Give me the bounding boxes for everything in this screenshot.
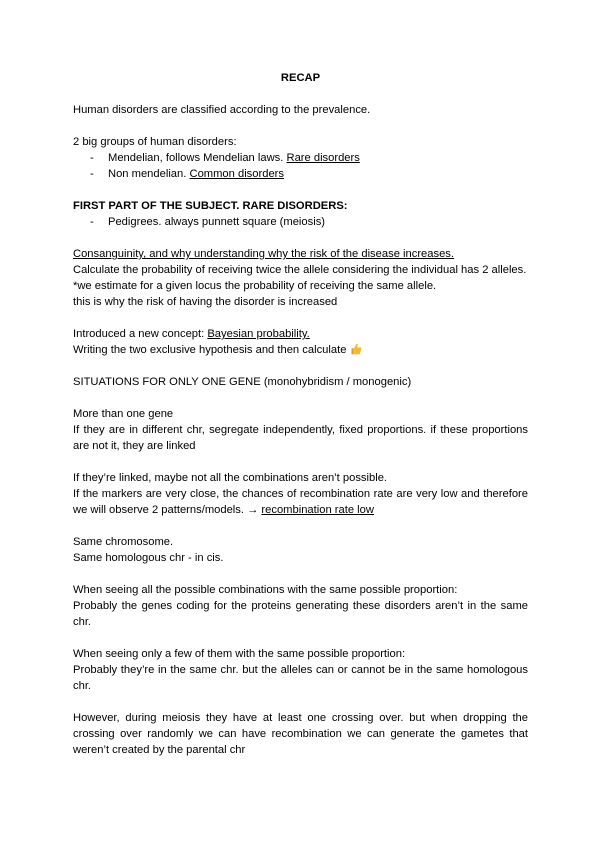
consanguinity-text: Calculate the probability of receiving twice the allele considering the individual has 2 alleles. bbox=[73, 264, 527, 276]
linked-heading: If they’re linked, maybe not all the combinations aren’t possible. bbox=[73, 472, 388, 484]
consanguinity-conclusion: this is why the risk of having the disorder is increased bbox=[73, 296, 338, 308]
more-than-one-text: If they are in different chr, segregate independently, fixed proportions. if these proportions are not it, they are linked bbox=[73, 424, 528, 452]
few-combos-text: Probably they’re in the same chr. but the alleles can or cannot be in the same homologous chr. bbox=[73, 664, 528, 692]
same-chr-line: Same chromosome. bbox=[73, 536, 174, 548]
all-combos-heading: When seeing all the possible combinations with the same possible proportion: bbox=[73, 584, 458, 596]
section-heading: FIRST PART OF THE SUBJECT. RARE DISORDERS: bbox=[73, 200, 348, 212]
rare-disorders-link: Rare disorders bbox=[286, 152, 360, 164]
linked-text: If the markers are very close, the chances of recombination rate are very low and therefore we will observe 2 patterns/models. → recombination rate low bbox=[73, 488, 528, 516]
groups-heading: 2 big groups of human disorders: bbox=[73, 136, 237, 148]
thumbs-up-icon bbox=[350, 343, 362, 355]
list-item: - Non mendelian. Common disorders bbox=[90, 168, 284, 180]
all-combos-text: Probably the genes coding for the proteins generating these disorders aren’t in the same chr. bbox=[73, 600, 528, 628]
recombination-link: recombination rate low bbox=[261, 504, 374, 516]
first-part-list bbox=[73, 214, 528, 230]
bayes-text: Writing the two exclusive hypothesis and then calculate bbox=[73, 342, 528, 358]
same-homologous-line: Same homologous chr - in cis. bbox=[73, 552, 224, 564]
document-page bbox=[73, 70, 528, 758]
more-than-one-heading: More than one gene bbox=[73, 408, 174, 420]
list-item: - Mendelian, follows Mendelian laws. Rare disorders bbox=[90, 152, 360, 164]
page-title: RECAP bbox=[280, 72, 321, 84]
list-item: - Pedigrees. always punnett square (meiosis) bbox=[90, 216, 326, 228]
bayesian-link: Bayesian probability. bbox=[207, 328, 310, 340]
situations-heading: SITUATIONS FOR ONLY ONE GENE (monohybridism / monogenic) bbox=[73, 376, 412, 388]
consanguinity-heading: Consanguinity, and why understanding why the risk of the disease increases. bbox=[73, 248, 455, 260]
bayes-line: Introduced a new concept: Bayesian probability. bbox=[73, 328, 310, 340]
consanguinity-note: *we estimate for a given locus the probability of receiving the same allele. bbox=[73, 280, 437, 292]
meiosis-text: However, during meiosis they have at least one crossing over. but when dropping the crossing over randomly we can have recombination we can generate the gametes that weren’t created by the parental chr bbox=[73, 712, 528, 756]
groups-list bbox=[73, 150, 528, 182]
intro-text: Human disorders are classified according to the prevalence. bbox=[73, 104, 371, 116]
few-combos-heading: When seeing only a few of them with the same possible proportion: bbox=[73, 648, 406, 660]
common-disorders-link: Common disorders bbox=[189, 168, 284, 180]
